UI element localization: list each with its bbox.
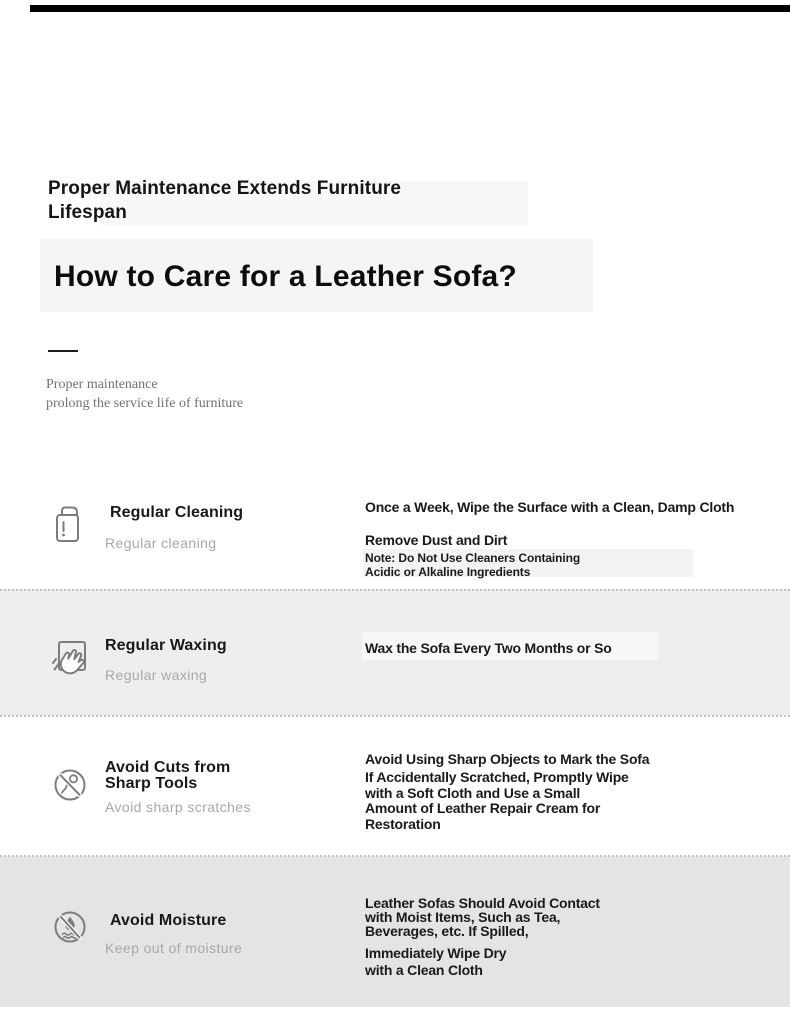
moisture-point-1 xyxy=(365,896,600,938)
intro-line-1: Proper maintenance xyxy=(46,377,158,392)
section-title-regular-waxing: Regular Waxing xyxy=(105,637,227,654)
moisture-point-2 xyxy=(365,945,506,979)
section-title-avoid-moisture: Avoid Moisture xyxy=(110,912,227,929)
moisture-point-2-line-1: Immediately Wipe Dry xyxy=(365,945,507,961)
section-subtitle-regular-waxing: Regular waxing xyxy=(105,667,208,683)
dotted-separator-3 xyxy=(0,855,790,857)
cleaning-note-line-1: Note: Do Not Use Cleaners Containing xyxy=(365,551,581,565)
section-title-avoid-sharp-tools: Avoid Cuts from Sharp Tools xyxy=(105,759,231,792)
cleaning-point-2: Remove Dust and Dirt xyxy=(365,532,508,548)
top-accent-bar xyxy=(30,5,790,12)
no-sharp-objects-icon xyxy=(52,767,88,803)
detergent-bottle-icon xyxy=(52,504,84,544)
section-subtitle-avoid-sharp-tools: Avoid sharp scratches xyxy=(105,799,251,815)
divider-rule xyxy=(48,350,78,352)
cleaning-point-1: Once a Week, Wipe the Surface with a Clean, Damp Cloth xyxy=(365,499,735,515)
waxing-point-1: Wax the Sofa Every Two Months or So xyxy=(365,640,612,656)
kicker-line-2: Lifespan xyxy=(48,202,127,223)
moisture-point-1-line-3: Beverages, etc. If Spilled, xyxy=(365,923,529,939)
moisture-point-1-line-1: Leather Sofas Should Avoid Contact xyxy=(365,895,600,911)
section-subtitle-regular-cleaning: Regular cleaning xyxy=(105,535,217,551)
page-title: How to Care for a Leather Sofa? xyxy=(54,260,517,293)
polishing-hand-icon xyxy=(50,637,90,679)
cleaning-note xyxy=(365,552,580,579)
kicker-heading xyxy=(48,177,508,225)
intro-text xyxy=(46,376,243,413)
dotted-separator-2 xyxy=(0,715,790,717)
intro-line-2: prolong the service life of furniture xyxy=(46,395,244,411)
sharp-point-1: Avoid Using Sharp Objects to Mark the Sofa xyxy=(365,751,650,767)
sharp-point-2-line-1: If Accidentally Scratched, Promptly Wipe xyxy=(365,769,629,785)
sharp-point-2-line-2: with a Soft Cloth and Use a Small xyxy=(365,784,581,801)
sharp-point-2-line-4: Restoration xyxy=(365,815,441,832)
section-subtitle-avoid-moisture: Keep out of moisture xyxy=(105,940,243,956)
sharp-point-2-line-3: Amount of Leather Repair Cream for xyxy=(365,800,601,816)
sharp-point-2 xyxy=(365,770,629,832)
dotted-separator-1 xyxy=(0,589,790,591)
kicker-line-1: Proper Maintenance Extends Furniture xyxy=(48,178,402,199)
moisture-point-1-line-2: with Moist Items, Such as Tea, xyxy=(365,909,561,925)
cleaning-note-line-2: Acidic or Alkaline Ingredients xyxy=(365,564,531,579)
no-moisture-icon xyxy=(52,909,88,945)
moisture-point-2-line-2: with a Clean Cloth xyxy=(365,962,483,978)
section-title-regular-cleaning: Regular Cleaning xyxy=(110,504,244,521)
